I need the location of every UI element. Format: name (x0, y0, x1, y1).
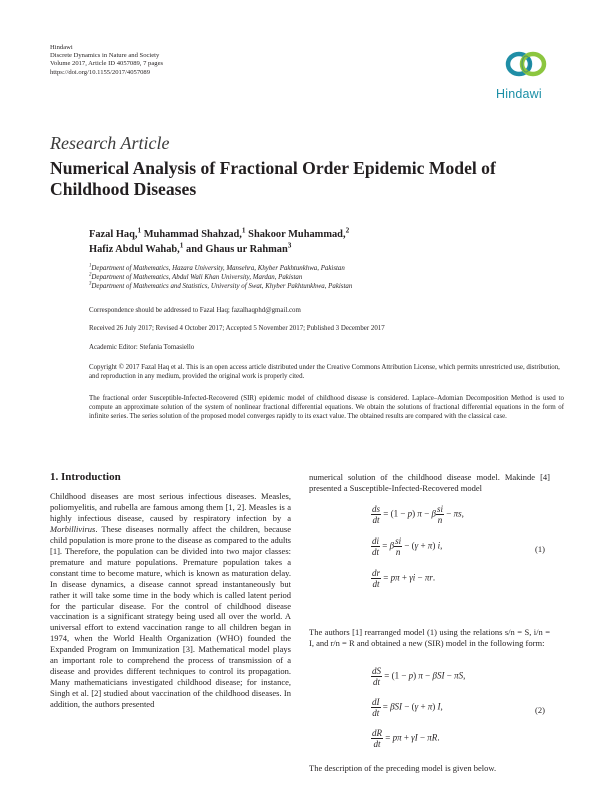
journal-header (50, 44, 163, 77)
equation-2-dS: $\frac{dS}{dt}$ = (1 − p) π − βSI − πS, (372, 666, 466, 687)
equation-number: (2) (535, 705, 545, 715)
author-name[interactable]: and Ghaus ur Rahman (186, 243, 288, 255)
author-list (89, 228, 529, 257)
affiliation-item: $^2$Department of Mathematics, Abdul Wali Khan University, Mardan, Pakistan (89, 272, 303, 281)
intro-right-text-mid: The authors [1] rearranged model (1) using the relations s/n = S, i/n = I, and r/n = R and obtained a new (SIR) model in the following form: (309, 627, 550, 648)
article-type: Research Article (50, 133, 170, 153)
intro-right-text-top: numerical solution of the childhood disease model. Makinde [4] presented a Susceptible-Infected-Recovered model (309, 472, 550, 493)
author-affil-sup: 2 (345, 226, 350, 235)
academic-editor: Academic Editor: Stefania Tomasiello (89, 344, 195, 351)
equation-2-dI: $\frac{dI}{dt}$ = βSI − (γ + π) I, (372, 697, 443, 718)
intro-left-column (50, 491, 291, 710)
author-name[interactable]: Muhammad Shahzad, (143, 229, 242, 240)
author-name[interactable]: Fazal Haq, (89, 229, 138, 240)
abstract: The fractional order Susceptible-Infected-Recovered (SIR) epidemic model of childhood disease is considered. Laplace–Adomian Decomposition Method is used to compute an approximate solution of the system of nonlinear fractional differential equations. We obtain the solutions of fractional differential equations in the form of infinite series. The series solution of the proposed model converges rapidly to its exact value. The obtained results are compared with the classical case. (89, 395, 564, 420)
intro-paragraph: Childhood diseases are most serious infectious diseases. Measles, poliomyelitis, and rubella are famous among them [1, 2]. Measles is a highly infectious disease, caused by respiratory infection by a Morbillivirus. These diseases normally affect the children, because child population is more prone to the disease as compared to the adults [1]. Therefore, the population can be divided into two major classes: premature and mature populations. Premature population takes a constant time to become mature, which is known as maturation delay. In disease dynamics, a disease cannot spread instantaneously but rather it will take some time in the body which is called latent period for the particular disease. For the control of childhood disease vaccination is a significant strategy being used all over the world. A universal effort to extend vaccination range to all children began in 1974, when the World Health Organization (WHO) founded the Expanded Program on Immunization [3]. Mathematical model plays an important role to comprehend the process of transmission of a disease and provides different techniques to control its propagation. Many mathematicians investigated childhood disease; for instance, Singh et al. [2] studied about vaccination of the childhood diseases. In addition, the authors presented (50, 491, 291, 710)
affiliations (89, 264, 564, 291)
author-affil-sup: 1 (179, 241, 184, 250)
equation-1-ds: $\frac{ds}{dt}$ = (1 − p) π − β $\frac{si}{n}$ − πs, (372, 504, 464, 525)
intro-right-text-bottom: The description of the preceding model is given below. (309, 763, 497, 773)
volume-info: Volume 2017, Article ID 4057089, 7 pages (50, 60, 164, 68)
article-title: Numerical Analysis of Fractional Order Epidemic Model of Childhood Diseases (50, 158, 496, 199)
publication-dates: Received 26 July 2017; Revised 4 October 2017; Accepted 5 November 2017; Published 3 December 2017 (89, 325, 385, 332)
journal-name: Discrete Dynamics in Nature and Society (50, 52, 160, 60)
equation-number: (1) (535, 544, 545, 554)
author-affil-sup: 1 (137, 226, 142, 235)
equation-1-dr: $\frac{dr}{dt}$ = pπ + γi − πr. (372, 568, 436, 589)
affiliation-item: $^1$Department of Mathematics, Hazara University, Mansehra, Khyber Pakhtunkhwa, Pakistan (89, 263, 345, 272)
equation-1-di: $\frac{di}{dt}$ = β $\frac{si}{n}$ − (γ + π) i, (372, 536, 443, 557)
publisher-name: Hindawi (50, 44, 73, 51)
author-name[interactable]: Hafiz Abdul Wahab, (89, 243, 180, 255)
equation-2-dR: $\frac{dR}{dt}$ = pπ + γI − πR. (372, 728, 440, 749)
hindawi-logo-text: Hindawi (496, 87, 542, 101)
doi-link[interactable]: https://doi.org/10.1155/2017/4057089 (50, 68, 151, 76)
copyright-notice: Copyright © 2017 Fazal Haq et al. This is an open access article distributed under the Creative Commons Attribution License, which permits unrestricted use, distribution, and reproduction in any medium, provided the original work is properly cited. (89, 364, 560, 380)
affiliation-item: $^3$Department of Mathematics and Statistics, University of Swat, Khyber Pakhtunkhwa, Pakistan (89, 281, 353, 290)
author-affil-sup: 3 (287, 241, 292, 250)
author-affil-sup: 1 (241, 226, 246, 235)
correspondence: Correspondence should be addressed to Fazal Haq; fazalhaqphd@gmail.com (89, 307, 301, 314)
section-heading: 1. Introduction (50, 471, 121, 483)
author-name[interactable]: Shakoor Muhammad, (248, 229, 346, 240)
